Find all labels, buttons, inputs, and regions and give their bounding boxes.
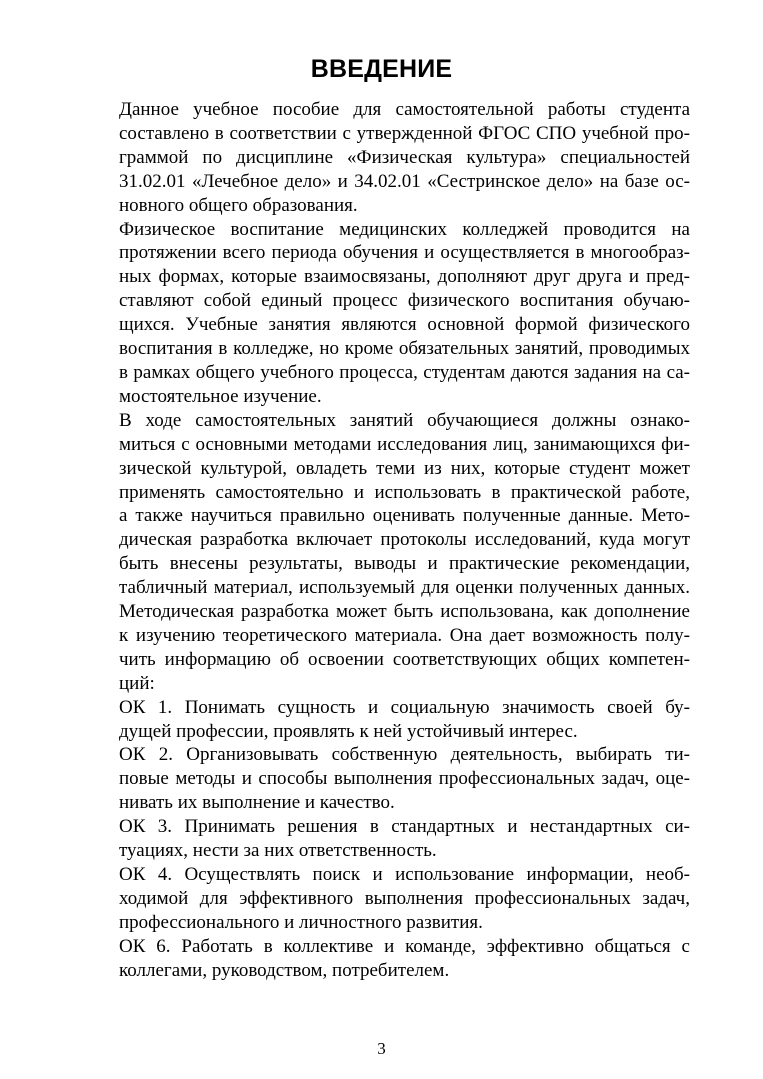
text-line: мостоятельное изучение. (119, 385, 322, 407)
text-line: воспитания в колледже, но кроме обязательных занятий, проводимых (119, 338, 690, 360)
paragraph (74, 863, 690, 935)
text-line: В ходе самостоятельных занятий обучающиеся должны ознако- (119, 409, 690, 431)
text-line: повые методы и способы выполнения профессиональных задач, оце- (119, 768, 690, 790)
text-line: к изучению теоретического материала. Она дает возможность полу- (119, 624, 690, 646)
text-line: ций: (119, 672, 155, 694)
page-title: ВВЕДЕНИЕ (310, 55, 453, 83)
text-line: новного общего образования. (119, 194, 358, 216)
paragraph (74, 218, 690, 409)
text-line: Методическая разработка может быть использована, как дополнение (119, 601, 690, 623)
text-line: а также научиться правильно оценивать полученные данные. Мето- (119, 505, 690, 527)
text-line: ОК 4. Осуществлять поиск и использование информации, необ- (119, 864, 690, 885)
text-line: табличный материал, используемый для оценки полученных данных. (119, 577, 690, 599)
paragraph (74, 935, 690, 983)
text-line: профессионального и личностного развития. (119, 911, 483, 933)
paragraph (74, 815, 690, 863)
text-line: 31.02.01 «Лечебное дело» и 34.02.01 «Сестринское дело» на базе ос- (119, 170, 690, 192)
paragraph (74, 696, 690, 744)
text-line: ставляют собой единый процесс физического воспитания обучаю- (119, 290, 690, 312)
text-line: в рамках общего учебного процесса, студентам даются задания на са- (119, 361, 690, 383)
text-line: щихся. Учебные занятия являются основной формой физического (119, 314, 690, 336)
text-line: ных формах, которые взаимосвязаны, дополняют друг друга и пред- (119, 266, 690, 288)
text-line: дущей профессии, проявлять к ней устойчивый интерес. (119, 720, 578, 742)
body-text (74, 98, 690, 983)
text-line: туациях, нести за них ответственность. (119, 840, 437, 862)
text-line: чить информацию об освоении соответствующих общих компетен- (119, 648, 690, 670)
text-line: составлено в соответствии с утвержденной ФГОС СПО учебной про- (119, 122, 690, 144)
text-line: применять самостоятельно и использовать в практической работе, (119, 481, 690, 503)
text-line: ОК 3. Принимать решения в стандартных и нестандартных си- (119, 816, 690, 838)
text-line: ОК 6. Работать в коллективе и команде, эффективно общаться с (119, 935, 690, 957)
paragraph (74, 409, 690, 696)
text-line: коллегами, руководством, потребителем. (119, 959, 450, 981)
paragraph (74, 98, 690, 218)
text-line: дическая разработка включает протоколы исследований, куда могут (119, 529, 690, 551)
text-line: нивать их выполнение и качество. (119, 792, 395, 814)
text-line: миться с основными методами исследования лиц, занимающихся фи- (119, 433, 690, 455)
text-line: ходимой для эффективного выполнения профессиональных задач, (119, 887, 690, 909)
paragraph (74, 743, 690, 815)
page-number: 3 (377, 1039, 386, 1058)
text-line: ОК 2. Организовывать собственную деятельность, выбирать ти- (119, 744, 690, 766)
text-line: граммой по дисциплине «Физическая культура» специальностей (119, 146, 690, 168)
text-line: зической культурой, овладеть теми из них, которые студент может (119, 457, 690, 479)
text-line: Физическое воспитание медицинских колледжей проводится на (119, 218, 690, 240)
text-line: быть внесены результаты, выводы и практические рекомендации, (119, 553, 690, 575)
text-line: ОК 1. Понимать сущность и социальную значимость своей бу- (119, 696, 690, 718)
text-line: Данное учебное пособие для самостоятельной работы студента (119, 99, 690, 120)
text-line: протяжении всего периода обучения и осуществляется в многообраз- (119, 242, 690, 264)
